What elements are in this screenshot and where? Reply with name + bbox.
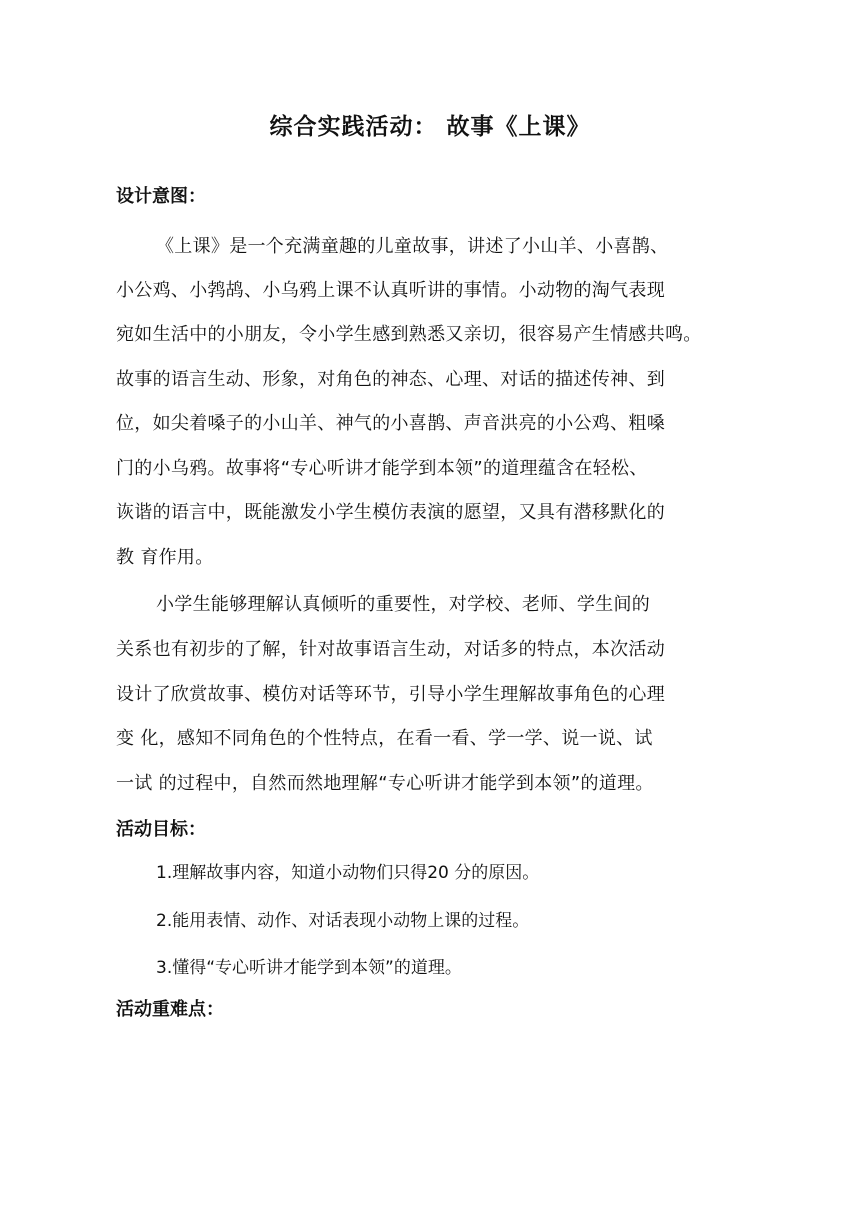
paragraph-line: 小学生能够理解认真倾听的重要性，对学校、老师、学生间的 xyxy=(156,594,651,615)
paragraph-line: 诙谐的语言中，既能激发小学生模仿表演的愿望，又具有潜移默化的 xyxy=(116,502,665,523)
paragraph-line: 一试 的过程中，自然而然地理解“专心听讲才能学到本领”的道理。 xyxy=(116,773,654,794)
goal-item: 2.能用表情、动作、对话表现小动物上课的过程。 xyxy=(156,911,530,931)
goal-item: 1.理解故事内容，知道小动物们只得20 分的原因。 xyxy=(156,863,540,883)
document-title: 综合实践活动： 故事《上课》 xyxy=(269,114,591,140)
paragraph-line: 教 育作用。 xyxy=(116,547,214,568)
goal-item: 3.懂得“专心听讲才能学到本领”的道理。 xyxy=(156,958,462,978)
heading-design-intent: 设计意图： xyxy=(116,186,206,207)
paragraph-line: 关系也有初步的了解，针对故事语言生动，对话多的特点，本次活动 xyxy=(116,639,665,660)
paragraph-line: 《上课》是一个充满童趣的儿童故事，讲述了小山羊、小喜鹊、 xyxy=(156,236,669,257)
paragraph-line: 故事的语言生动、形象，对角色的神态、心理、对话的描述传神、到 xyxy=(116,369,665,390)
paragraph-line: 位，如尖着嗓子的小山羊、神气的小喜鹊、声音洪亮的小公鸡、粗嗓 xyxy=(116,413,665,434)
paragraph-line: 变 化，感知不同角色的个性特点，在看一看、学一学、说一说、试 xyxy=(116,728,653,749)
paragraph-line: 宛如生活中的小朋友，令小学生感到熟悉又亲切，很容易产生情感共鸣。 xyxy=(116,324,702,345)
paragraph-line: 小公鸡、小鹁鸪、小乌鸦上课不认真听讲的事情。小动物的淘气表现 xyxy=(116,280,665,301)
heading-activity-goals: 活动目标： xyxy=(116,819,206,840)
paragraph-line: 门的小乌鸦。故事将“专心听讲才能学到本领”的道理蕴含在轻松、 xyxy=(116,458,648,479)
paragraph-line: 设计了欣赏故事、模仿对话等环节，引导小学生理解故事角色的心理 xyxy=(116,684,665,705)
heading-key-difficulties: 活动重难点： xyxy=(116,999,224,1020)
